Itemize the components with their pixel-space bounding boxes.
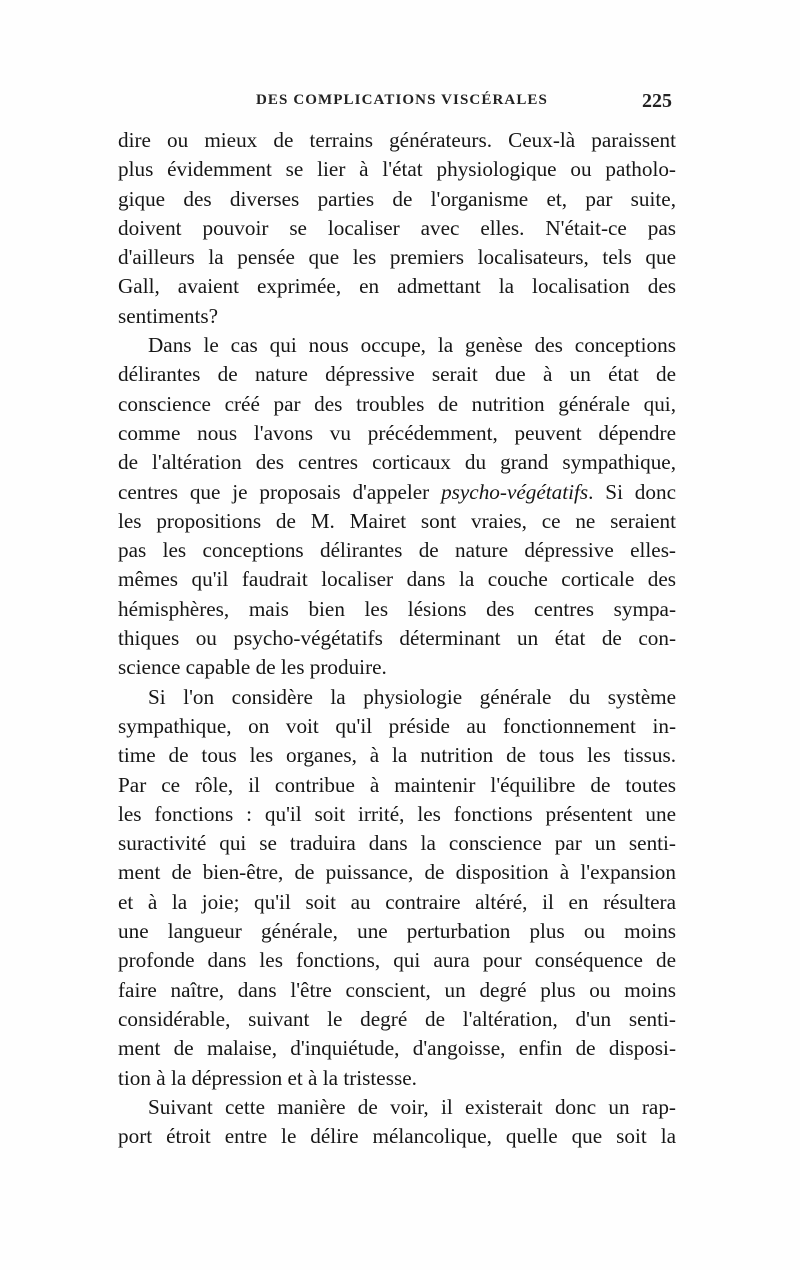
text-line: les propositions de M. Mairet sont vraies, ce ne seraient xyxy=(118,508,676,533)
text-line: d'ailleurs la pensée que les premiers localisateurs, tels que xyxy=(118,245,676,270)
text-line: faire naître, dans l'être conscient, un degré plus ou moins xyxy=(118,977,676,1002)
text-line: Gall, avaient exprimée, en admettant la localisation des xyxy=(118,274,676,299)
body-text xyxy=(118,126,676,1151)
text-line: plus évidemment se lier à l'état physiologique ou patholo- xyxy=(118,157,676,182)
text-line: suractivité qui se traduira dans la conscience par un senti- xyxy=(118,831,676,856)
text-segment: centres que je proposais d'appeler xyxy=(118,479,430,504)
text-line: ment de malaise, d'inquiétude, d'angoisse, enfin de disposi- xyxy=(118,1036,676,1061)
page-number: 225 xyxy=(642,90,672,112)
text-line: Dans le cas qui nous occupe, la genèse des conceptions xyxy=(148,333,676,358)
text-line: considérable, suivant le degré de l'altération, d'un senti- xyxy=(118,1006,676,1031)
text-line: doivent pouvoir se localiser avec elles. N'était-ce pas xyxy=(118,215,676,240)
text-line: conscience créé par des troubles de nutrition générale qui, xyxy=(118,391,676,416)
text-line: de l'altération des centres corticaux du grand sympathique, xyxy=(118,450,676,475)
text-line: ment de bien-être, de puissance, de disposition à l'expansion xyxy=(118,860,676,885)
text-line: port étroit entre le délire mélancolique, quelle que soit la xyxy=(118,1124,676,1149)
text-line: thiques ou psycho-végétatifs déterminant un état de con- xyxy=(118,626,676,651)
text-line: les fonctions : qu'il soit irrité, les fonctions présentent une xyxy=(118,801,676,826)
text-line: tion à la dépression et à la tristesse. xyxy=(118,1065,417,1090)
text-line: time de tous les organes, à la nutrition de tous les tissus. xyxy=(118,743,676,768)
running-head xyxy=(120,90,676,114)
text-line: mêmes qu'il faudrait localiser dans la couche corticale des xyxy=(118,567,676,592)
text-line: comme nous l'avons vu précédemment, peuvent dépendre xyxy=(118,420,676,445)
text-line: dire ou mieux de terrains générateurs. Ceux-là paraissent xyxy=(118,128,676,152)
text-line: et à la joie; qu'il soit au contraire altéré, il en résultera xyxy=(118,889,676,914)
text-line: Suivant cette manière de voir, il existerait donc un rap- xyxy=(148,1094,676,1119)
text-segment: . Si donc xyxy=(588,479,676,504)
text-line-with-italic xyxy=(118,478,676,507)
text-line: Par ce rôle, il contribue à maintenir l'équilibre de toutes xyxy=(118,772,676,797)
running-title: DES COMPLICATIONS VISCÉRALES xyxy=(256,92,548,108)
text-line: sentiments? xyxy=(118,303,219,328)
text-line: science capable de les produire. xyxy=(118,655,387,680)
italic-term: psycho-végétatifs xyxy=(441,479,589,504)
text-line: profonde dans les fonctions, qui aura pour conséquence de xyxy=(118,948,676,973)
text-line: une langueur générale, une perturbation plus ou moins xyxy=(118,919,676,944)
text-line: sympathique, on voit qu'il préside au fonctionnement in- xyxy=(118,713,676,738)
text-line: pas les conceptions délirantes de nature dépressive elles- xyxy=(118,538,676,563)
text-line: hémisphères, mais bien les lésions des centres sympa- xyxy=(118,596,676,621)
text-line: Si l'on considère la physiologie générale du système xyxy=(148,684,676,709)
text-line: gique des diverses parties de l'organisme et, par suite, xyxy=(118,186,676,211)
text-line: délirantes de nature dépressive serait due à un état de xyxy=(118,362,676,387)
